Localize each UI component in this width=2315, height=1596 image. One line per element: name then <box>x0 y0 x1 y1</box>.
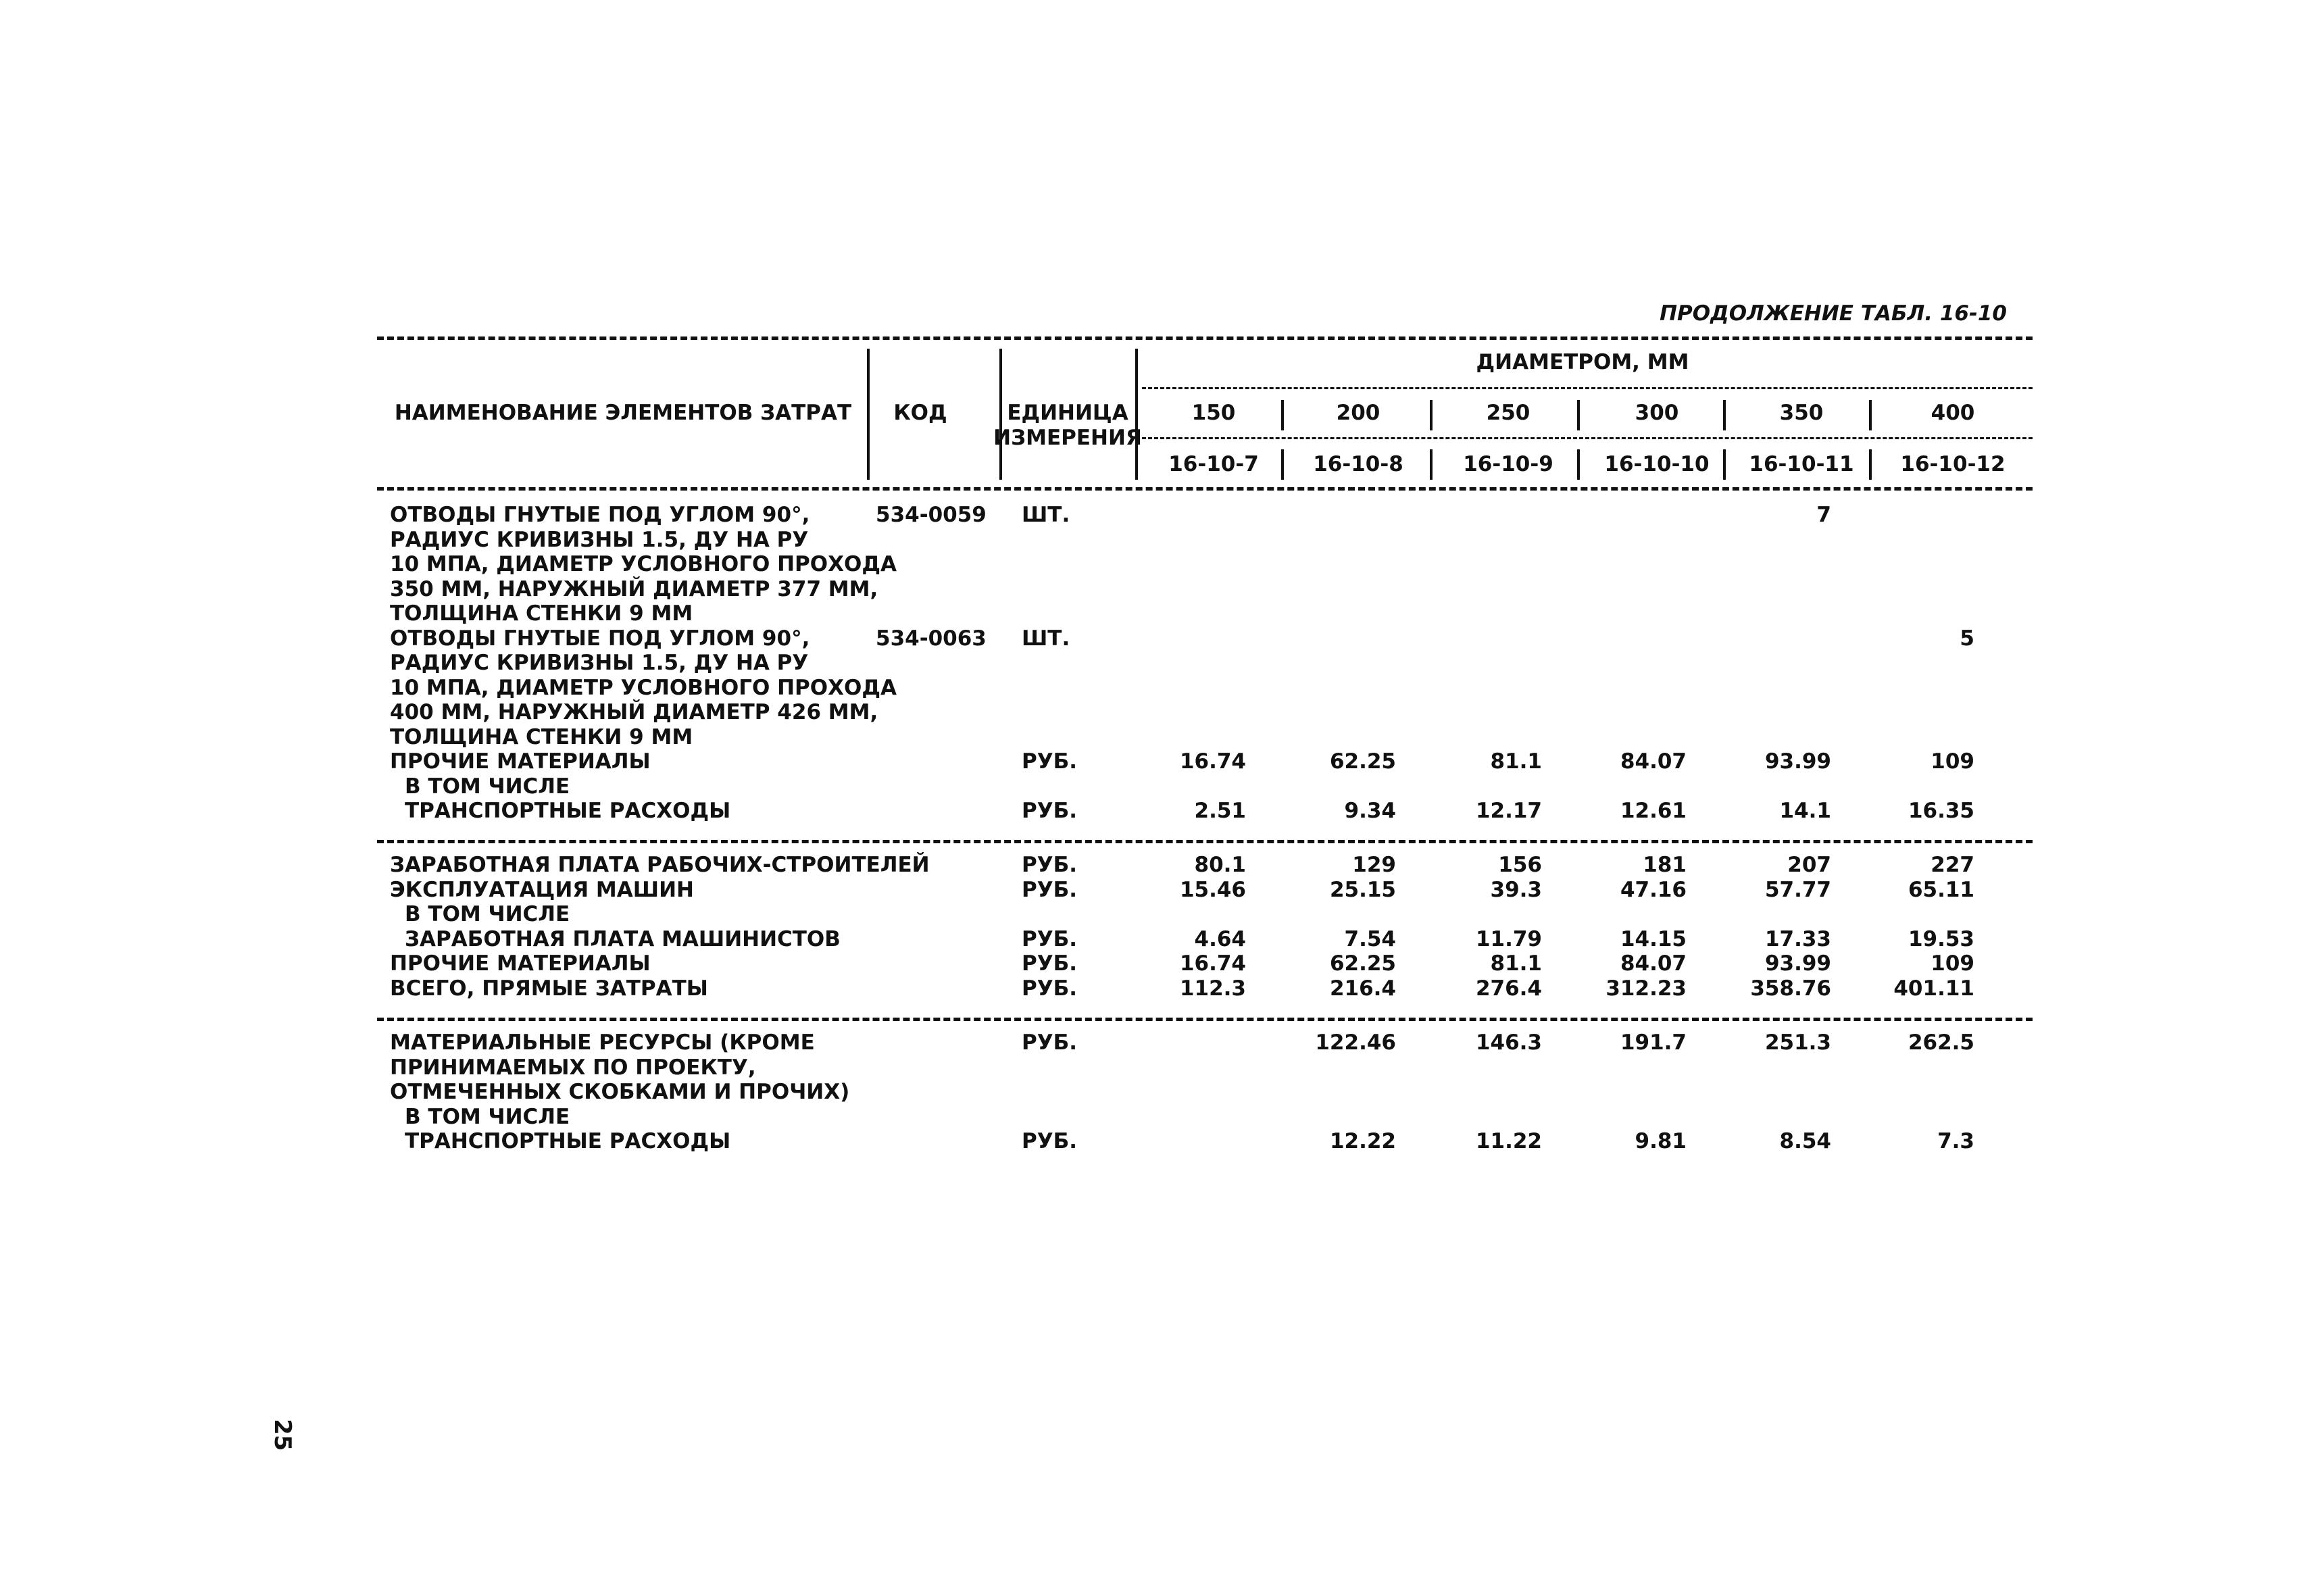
row-value: 93.99 <box>1764 951 1831 976</box>
row-value: 2.51 <box>1194 799 1246 823</box>
row-name: ОТВОДЫ ГНУТЫЕ ПОД УГЛОМ 90°, <box>390 503 810 527</box>
row-value: 109 <box>1931 749 1974 774</box>
header-divider <box>1577 400 1580 430</box>
row-name: ТОЛЩИНА СТЕНКИ 9 ММ <box>390 724 693 749</box>
header-divider <box>1135 349 1138 480</box>
row-value: 17.33 <box>1764 926 1831 951</box>
row-name: В ТОМ ЧИСЛЕ <box>405 902 570 926</box>
table-top-rule <box>377 336 2033 340</box>
row-value: 62.25 <box>1329 749 1396 774</box>
row-unit: РУБ. <box>1022 1129 1078 1153</box>
header-divider <box>1869 400 1872 430</box>
row-value: 39.3 <box>1490 877 1542 902</box>
norm-code-header-cell: 16-10-12 <box>1900 452 2006 476</box>
row-name: РАДИУС КРИВИЗНЫ 1.5, ДУ НА РУ <box>390 651 809 675</box>
row-value: 5 <box>1960 626 1974 651</box>
row-value: 129 <box>1352 853 1396 877</box>
row-name: МАТЕРИАЛЬНЫЕ РЕСУРСЫ (КРОМЕ <box>390 1030 815 1055</box>
page-number: 25 <box>269 1419 296 1451</box>
row-value: 12.17 <box>1475 799 1542 823</box>
row-value: 8.54 <box>1779 1129 1831 1153</box>
row-value: 19.53 <box>1908 926 1974 951</box>
row-value: 12.22 <box>1329 1129 1396 1153</box>
row-value: 276.4 <box>1475 976 1542 1001</box>
row-name: ЗАРАБОТНАЯ ПЛАТА МАШИНИСТОВ <box>405 926 841 951</box>
header-bottom-rule <box>377 487 2033 491</box>
row-value: 81.1 <box>1490 951 1542 976</box>
row-name: РАДИУС КРИВИЗНЫ 1.5, ДУ НА РУ <box>390 527 809 552</box>
norm-code-header-cell: 16-10-9 <box>1463 452 1553 476</box>
row-value: 401.11 <box>1893 976 1974 1001</box>
row-name: ЭКСПЛУАТАЦИЯ МАШИН <box>390 877 694 902</box>
row-name: 350 ММ, НАРУЖНЫЙ ДИАМЕТР 377 ММ, <box>390 576 878 601</box>
row-value: 16.74 <box>1179 749 1246 774</box>
row-name: ПРОЧИЕ МАТЕРИАЛЫ <box>390 951 651 976</box>
row-value: 11.22 <box>1475 1129 1542 1153</box>
row-value: 4.64 <box>1194 926 1246 951</box>
row-value: 80.1 <box>1194 853 1246 877</box>
row-unit: РУБ. <box>1022 853 1078 877</box>
row-value: 156 <box>1498 853 1542 877</box>
row-value: 15.46 <box>1179 877 1246 902</box>
row-name: ОТВОДЫ ГНУТЫЕ ПОД УГЛОМ 90°, <box>390 626 810 651</box>
header-diam-rule <box>1142 387 2033 389</box>
row-name: ПРОЧИЕ МАТЕРИАЛЫ <box>390 749 651 774</box>
row-name: 400 ММ, НАРУЖНЫЙ ДИАМЕТР 426 ММ, <box>390 700 878 724</box>
norm-code-header-cell: 16-10-8 <box>1313 452 1403 476</box>
row-value: 122.46 <box>1315 1030 1396 1055</box>
diameter-header-cell: 300 <box>1635 401 1679 425</box>
section-rule-2 <box>377 1018 2033 1021</box>
row-value: 47.16 <box>1620 877 1687 902</box>
row-value: 7.54 <box>1344 926 1396 951</box>
row-value: 227 <box>1931 853 1974 877</box>
row-value: 312.23 <box>1605 976 1687 1001</box>
row-unit: РУБ. <box>1022 951 1078 976</box>
row-value: 14.15 <box>1620 926 1687 951</box>
row-value: 9.81 <box>1635 1129 1687 1153</box>
section-rule-1 <box>377 840 2033 843</box>
diameter-header-cell: 200 <box>1336 401 1380 425</box>
row-code: 534-0059 <box>876 503 987 527</box>
row-value: 109 <box>1931 951 1974 976</box>
row-value: 57.77 <box>1764 877 1831 902</box>
row-name: В ТОМ ЧИСЛЕ <box>405 1104 570 1129</box>
column-header-unit: ИЗМЕРЕНИЯ <box>993 426 1142 450</box>
row-name: ПРИНИМАЕМЫХ ПО ПРОЕКТУ, <box>390 1055 756 1080</box>
column-header-code: КОД <box>893 401 947 425</box>
row-value: 358.76 <box>1750 976 1831 1001</box>
row-unit: ШТ. <box>1022 626 1070 651</box>
column-header-name: НАИМЕНОВАНИЕ ЭЛЕМЕНТОВ ЗАТРАТ <box>394 401 852 425</box>
row-unit: ШТ. <box>1022 503 1070 527</box>
row-value: 146.3 <box>1475 1030 1542 1055</box>
table-continuation-title: ПРОДОЛЖЕНИЕ ТАБЛ. 16-10 <box>1660 301 2007 326</box>
row-value: 84.07 <box>1620 951 1687 976</box>
row-value: 81.1 <box>1490 749 1542 774</box>
row-name: ОТМЕЧЕННЫХ СКОБКАМИ И ПРОЧИХ) <box>390 1080 850 1104</box>
row-name: В ТОМ ЧИСЛЕ <box>405 774 570 799</box>
row-name: 10 МПА, ДИАМЕТР УСЛОВНОГО ПРОХОДА <box>390 552 897 576</box>
column-header-diameter: ДИАМЕТРОМ, ММ <box>1476 350 1689 374</box>
header-divider <box>1281 449 1284 480</box>
header-divider <box>1869 449 1872 480</box>
row-value: 16.35 <box>1908 799 1974 823</box>
row-value: 84.07 <box>1620 749 1687 774</box>
header-divider <box>1723 449 1726 480</box>
row-value: 7 <box>1816 503 1831 527</box>
header-divider <box>1723 400 1726 430</box>
row-value: 181 <box>1643 853 1687 877</box>
header-divider <box>1430 400 1433 430</box>
header-divider <box>1430 449 1433 480</box>
row-name: ЗАРАБОТНАЯ ПЛАТА РАБОЧИХ-СТРОИТЕЛЕЙ <box>390 853 930 877</box>
row-name: ТРАНСПОРТНЫЕ РАСХОДЫ <box>405 799 731 823</box>
row-value: 251.3 <box>1764 1030 1831 1055</box>
norm-code-header-cell: 16-10-10 <box>1604 452 1710 476</box>
diameter-header-cell: 350 <box>1779 401 1824 425</box>
row-unit: РУБ. <box>1022 1030 1078 1055</box>
row-value: 9.34 <box>1344 799 1396 823</box>
row-value: 14.1 <box>1779 799 1831 823</box>
row-value: 112.3 <box>1179 976 1246 1001</box>
header-divider <box>1281 400 1284 430</box>
row-value: 93.99 <box>1764 749 1831 774</box>
row-name: ВСЕГО, ПРЯМЫЕ ЗАТРАТЫ <box>390 976 708 1001</box>
row-name: ТРАНСПОРТНЫЕ РАСХОДЫ <box>405 1129 731 1153</box>
row-unit: РУБ. <box>1022 799 1078 823</box>
row-value: 262.5 <box>1908 1030 1974 1055</box>
row-value: 25.15 <box>1329 877 1396 902</box>
row-value: 191.7 <box>1620 1030 1687 1055</box>
row-value: 207 <box>1787 853 1831 877</box>
diameter-header-cell: 250 <box>1486 401 1530 425</box>
row-value: 16.74 <box>1179 951 1246 976</box>
row-unit: РУБ. <box>1022 976 1078 1001</box>
row-value: 12.61 <box>1620 799 1687 823</box>
norm-code-header-cell: 16-10-7 <box>1168 452 1259 476</box>
header-code-rule <box>1142 437 2033 439</box>
norm-code-header-cell: 16-10-11 <box>1749 452 1854 476</box>
row-unit: РУБ. <box>1022 926 1078 951</box>
header-divider <box>867 349 870 480</box>
header-divider <box>999 349 1002 480</box>
column-header-unit: ЕДИНИЦА <box>1007 401 1128 425</box>
row-name: ТОЛЩИНА СТЕНКИ 9 ММ <box>390 601 693 626</box>
row-name: 10 МПА, ДИАМЕТР УСЛОВНОГО ПРОХОДА <box>390 675 897 700</box>
row-value: 62.25 <box>1329 951 1396 976</box>
row-value: 65.11 <box>1908 877 1974 902</box>
header-divider <box>1577 449 1580 480</box>
row-code: 534-0063 <box>876 626 987 651</box>
diameter-header-cell: 150 <box>1191 401 1236 425</box>
row-value: 216.4 <box>1329 976 1396 1001</box>
diameter-header-cell: 400 <box>1931 401 1975 425</box>
row-value: 11.79 <box>1475 926 1542 951</box>
row-value: 7.3 <box>1937 1129 1974 1153</box>
row-unit: РУБ. <box>1022 749 1078 774</box>
row-unit: РУБ. <box>1022 877 1078 902</box>
